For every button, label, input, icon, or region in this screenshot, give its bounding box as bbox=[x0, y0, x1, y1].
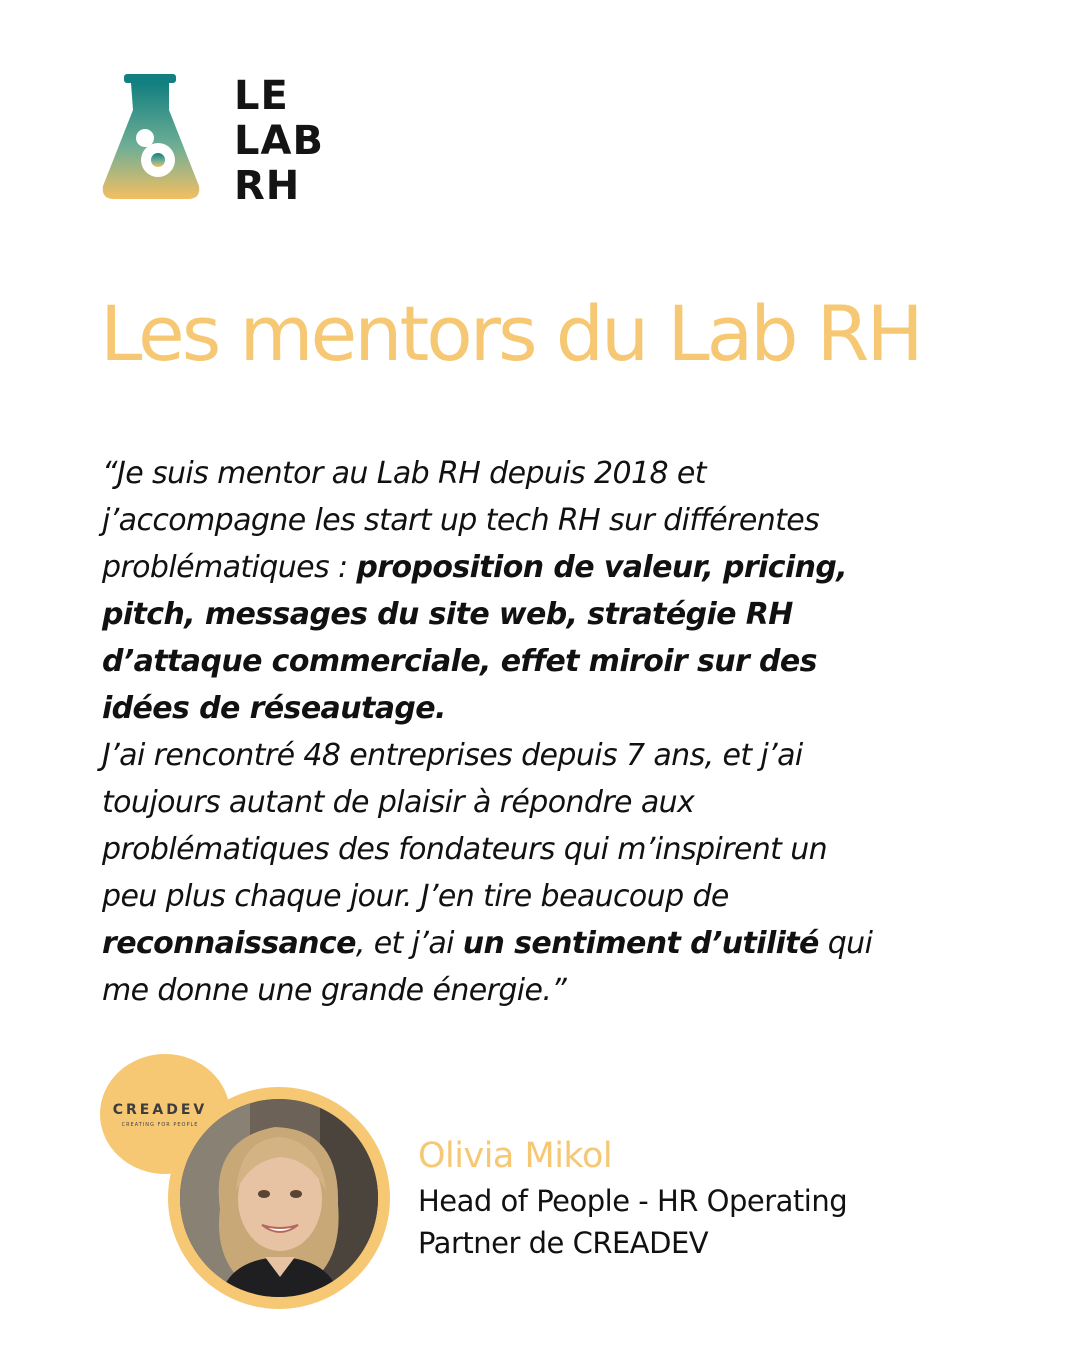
quote-emphasis: un sentiment d’utilité bbox=[462, 926, 819, 961]
company-logo-tagline: CREATING FOR PEOPLE bbox=[121, 1122, 199, 1128]
quote-text: qui bbox=[818, 926, 873, 961]
quote-line bbox=[102, 920, 1002, 967]
quote-emphasis: d’attaque commerciale, effet miroir sur des bbox=[102, 644, 817, 679]
testimonial-quote bbox=[102, 450, 1002, 1014]
company-logo-name: CREADEV bbox=[112, 1102, 208, 1118]
quote-text: problématiques des fondateurs qui m’inspirent un bbox=[102, 832, 828, 867]
quote-text: problématiques : bbox=[102, 550, 357, 585]
mentor-role bbox=[418, 1180, 978, 1264]
quote-emphasis: pitch, messages du site web, stratégie RH bbox=[102, 597, 793, 632]
quote-line bbox=[102, 967, 1002, 1014]
creadev-logo bbox=[100, 1102, 220, 1128]
quote-emphasis: idées de réseautage. bbox=[102, 691, 446, 726]
quote-line bbox=[102, 591, 1002, 638]
mentor-role-line: Partner de CREADEV bbox=[418, 1226, 709, 1260]
quote-line bbox=[102, 685, 1002, 732]
quote-line bbox=[102, 732, 1002, 779]
mentor-name: Olivia Mikol bbox=[418, 1136, 613, 1176]
quote-text: , et j’ai bbox=[355, 926, 463, 961]
quote-line bbox=[102, 638, 1002, 685]
lab-rh-logo bbox=[100, 72, 360, 209]
quote-line bbox=[102, 450, 1002, 497]
quote-line bbox=[102, 779, 1002, 826]
quote-line bbox=[102, 544, 1002, 591]
logo-wordmark bbox=[234, 74, 324, 209]
mentor-portrait bbox=[180, 1099, 378, 1297]
portrait-illustration bbox=[180, 1099, 378, 1297]
quote-line bbox=[102, 497, 1002, 544]
quote-text: me donne une grande énergie.” bbox=[102, 973, 567, 1008]
mentor-role-line: Head of People - HR Operating bbox=[418, 1184, 848, 1218]
quote-text: peu plus chaque jour. J’en tire beaucoup de bbox=[102, 879, 729, 914]
logo-word: LAB bbox=[234, 118, 324, 164]
quote-text: “Je suis mentor au Lab RH depuis 2018 et bbox=[102, 456, 706, 491]
logo-word: LE bbox=[234, 73, 289, 119]
logo-word: RH bbox=[234, 163, 301, 209]
quote-line bbox=[102, 826, 1002, 873]
quote-text: J’ai rencontré 48 entreprises depuis 7 ans, et j’ai bbox=[102, 738, 803, 773]
page-title: Les mentors du Lab RH bbox=[100, 289, 921, 378]
quote-emphasis: proposition de valeur, pricing, bbox=[356, 550, 848, 585]
mentor-photo-area bbox=[100, 1054, 400, 1314]
quote-text: toujours autant de plaisir à répondre aux bbox=[102, 785, 695, 820]
flask-icon bbox=[100, 72, 202, 200]
quote-text: j’accompagne les start up tech RH sur différentes bbox=[102, 503, 820, 538]
quote-emphasis: reconnaissance bbox=[102, 926, 356, 961]
quote-line bbox=[102, 873, 1002, 920]
